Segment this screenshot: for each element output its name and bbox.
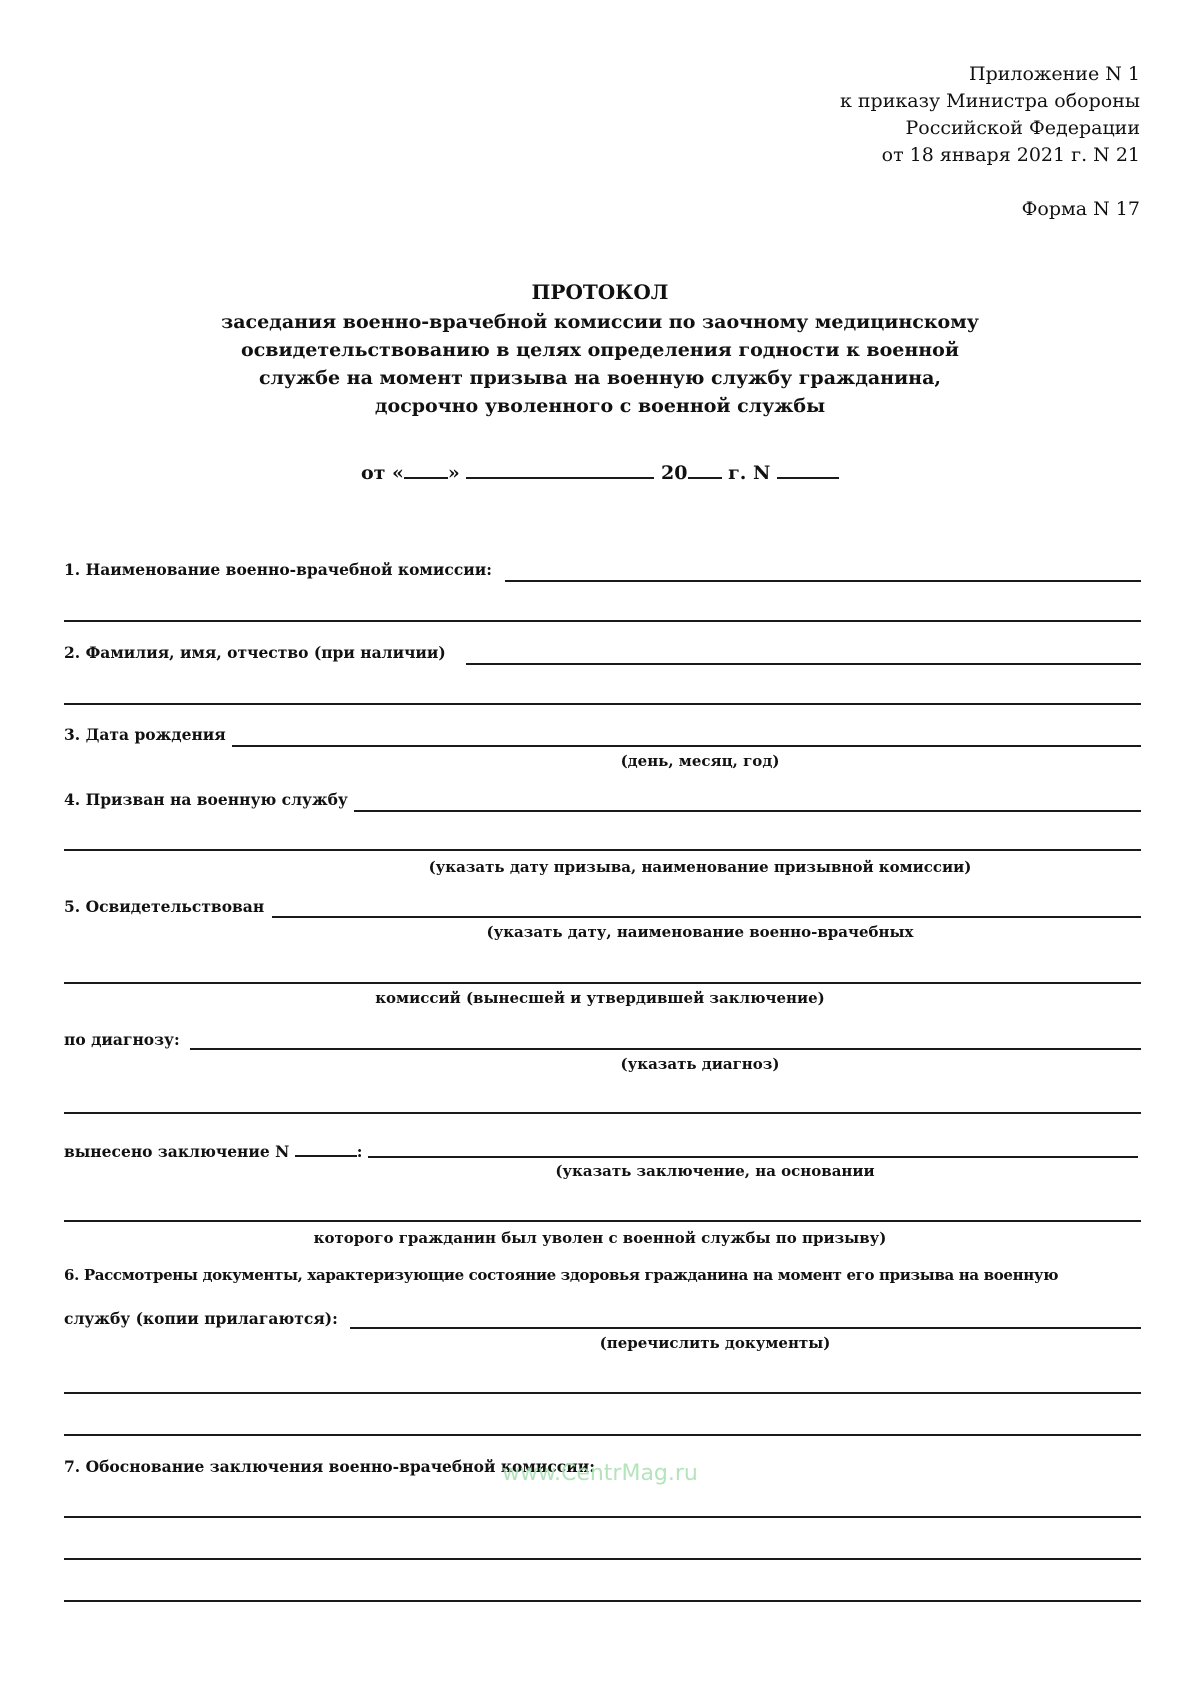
subtitle-line-3: службе на момент призыва на военную службу гражданина, [258,367,942,389]
item2-label: 2. Фамилия, имя, отчество (при наличии) [64,643,450,663]
conclusion-number-field[interactable] [295,1137,357,1157]
protocol-date-line [0,459,1200,484]
conclusion-field-line[interactable] [368,1156,1138,1158]
item3-field-line[interactable] [232,745,1141,747]
conclusion-colon: : [356,1142,363,1161]
protocol-number-field[interactable] [777,459,839,479]
month-field[interactable] [466,459,654,479]
item4-caption: (указать дату призыва, наименование призывной комиссии) [428,858,972,876]
document-title: ПРОТОКОЛ [531,280,669,304]
year-prefix: 20 [661,462,688,484]
day-field[interactable] [404,459,448,479]
item1-field-line[interactable] [505,580,1141,582]
order-line-2: Российской Федерации [905,117,1140,139]
item5-label: 5. Освидетельствован [64,897,268,917]
item5-continuation-line[interactable] [64,982,1141,984]
date-quote-close: » [447,462,460,484]
subtitle-line-4: досрочно уволенного с военной службы [374,395,826,417]
subtitle-line-1: заседания военно-врачебной комиссии по заочному медицинскому [221,311,979,333]
year-field[interactable] [688,459,722,479]
item3-label: 3. Дата рождения [64,725,230,745]
item6-label-line-1: 6. Рассмотрены документы, характеризующие состояние здоровья гражданина на момент его призыва на военную [64,1265,1062,1285]
conclusion-continuation-line[interactable] [64,1220,1141,1222]
item1-label: 1. Наименование военно-врачебной комиссии: [64,560,496,580]
item6-continuation-line-2[interactable] [64,1434,1141,1436]
item7-line-1[interactable] [64,1516,1141,1518]
item4-field-line[interactable] [354,810,1141,812]
conclusion-label-text: вынесено заключение N [64,1142,290,1161]
item4-label: 4. Призван на военную службу [64,790,352,810]
form-number: Форма N 17 [1021,198,1140,220]
item5-caption-1: (указать дату, наименование военно-врачебных [486,923,914,941]
item5-caption-2: комиссий (вынесшей и утвердившей заключение) [375,989,825,1007]
item7-line-3[interactable] [64,1600,1141,1602]
item6-field-line[interactable] [350,1327,1141,1329]
item1-continuation-line[interactable] [64,620,1141,622]
item6-caption: (перечислить документы) [599,1334,831,1352]
item2-field-line[interactable] [466,663,1141,665]
conclusion-caption-1: (указать заключение, на основании [555,1162,875,1180]
conclusion-label [64,1137,366,1162]
date-prefix: от « [360,462,404,484]
diagnosis-field-line[interactable] [190,1048,1141,1050]
item5-field-line[interactable] [272,916,1141,918]
order-line-1: к приказу Министра обороны [839,90,1140,112]
diagnosis-label: по диагнозу: [64,1030,184,1050]
item6-continuation-line-1[interactable] [64,1392,1141,1394]
item2-continuation-line[interactable] [64,703,1141,705]
item3-caption: (день, месяц, год) [620,752,780,770]
subtitle-line-2: освидетельствованию в целях определения годности к военной [241,339,959,361]
diagnosis-continuation-line[interactable] [64,1112,1141,1114]
order-date: от 18 января 2021 г. N 21 [881,144,1140,166]
appendix-number: Приложение N 1 [969,63,1140,85]
item7-line-2[interactable] [64,1558,1141,1560]
item6-label-line-2: службу (копии прилагаются): [64,1309,342,1329]
item7-label: 7. Обоснование заключения военно-врачебной комиссии: [64,1457,595,1476]
number-prefix: г. N [728,462,771,484]
conclusion-caption-2: которого гражданин был уволен с военной службы по призыву) [313,1229,887,1247]
diagnosis-caption: (указать диагноз) [620,1055,780,1073]
watermark: www.CentrMag.ru [502,1461,698,1486]
item4-continuation-line[interactable] [64,849,1141,851]
